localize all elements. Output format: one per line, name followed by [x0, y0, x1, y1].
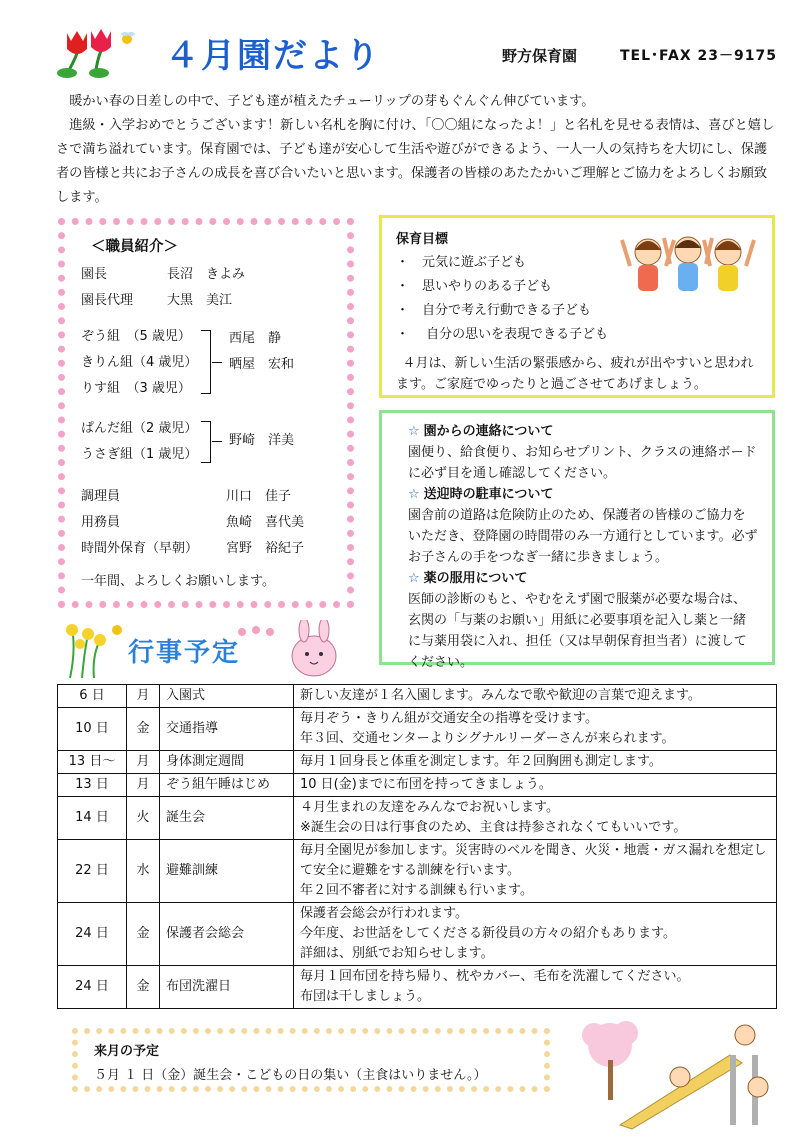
staff-row-director: [81, 262, 331, 288]
tulip-illustration: [55, 25, 145, 85]
staff-name: 長沼 きよみ: [167, 267, 246, 282]
tel-fax: TEL･FAX 23－9175: [620, 48, 777, 64]
event-date: 22 日: [58, 840, 127, 903]
event-description-line: 詳細は、別紙でお知らせします。: [300, 946, 494, 961]
event-weekday: 金: [127, 966, 160, 1009]
goals-heading: 保育目標: [396, 232, 449, 247]
notice-body: 医師の診断のもと、やむをえず園で服薬が必要な場合は、玄関の「与薬のお願い」用紙に必要事項を記入し薬と一緒に与薬用袋に入れ、担任（又は早朝保育担当者）に渡してください。: [408, 592, 747, 670]
event-name: 布団洗濯日: [160, 966, 294, 1009]
intro-paragraph-2: 進級・入学おめでとうございます！新しい名札を胸に付け、「〇〇組になったよ！」と名札を見せる表情は、喜びと嬉しさで満ち溢れています。保育園では、子ども達が安心して生活や遊びができるよう、一人一人の気持ちを大切にし、保護者の皆様と共にお子さんの成長を喜び合いたいと思います。保護者の皆様のあたたかいご理解とご協力をよろしくお願致します。: [56, 118, 775, 205]
goal-bullet: ・: [396, 303, 410, 318]
event-row: [58, 966, 777, 1009]
goal-bullet: ・: [396, 255, 410, 270]
event-description: [294, 751, 777, 774]
events-table: [57, 684, 777, 1009]
event-description-line: 年２回不審者に対する訓練も行います。: [300, 883, 533, 898]
event-date: 13 日: [58, 774, 127, 797]
star-icon: ☆: [408, 571, 420, 586]
class-label: ぱんだ組（2 歳児）: [81, 421, 198, 436]
event-name: ぞう組午睡はじめ: [160, 774, 294, 797]
children-illustration: [618, 230, 758, 300]
goal-item: ・ 自分で考え行動できる子ども: [396, 299, 758, 323]
event-description: [294, 797, 777, 840]
slide-illustration: [580, 1015, 780, 1130]
goal-item: ・ 元気に遊ぶ子ども: [396, 251, 758, 275]
event-date: 14 日: [58, 797, 127, 840]
event-weekday: 月: [127, 774, 160, 797]
next-month-box: [72, 1028, 550, 1092]
event-description-line: 10 日(金)までに布団を持ってきましょう。: [300, 777, 552, 792]
event-description-line: 毎月ぞう・きりん組が交通安全の指導を受けます。: [300, 711, 598, 726]
event-description-line: 毎月全園児が参加します。災害時のベルを聞き、火災・地震・ガス漏れを想定して安全に避難をする訓練を行います。: [300, 843, 767, 878]
event-row: [58, 685, 777, 708]
star-icon: ☆: [408, 487, 420, 502]
event-weekday: 火: [127, 797, 160, 840]
notice-heading: ☆ 園からの連絡について: [408, 424, 554, 439]
next-month-heading: 来月の予定: [94, 1044, 160, 1059]
staff-row: 時間外保育（早朝） 宮野 裕紀子: [81, 541, 305, 556]
class-group-1: [81, 324, 331, 406]
notice-body: 園舎前の道路は危険防止のため、保護者の皆様のご協力をいただき、登降園の時間帯のみ一方通行としています。必ずお子さんの手をつなぎ一緒に歩きましょう。: [408, 508, 758, 565]
class-label: ぞう組 （5 歳児）: [81, 329, 191, 344]
event-name: 交通指導: [160, 708, 294, 751]
event-description: [294, 903, 777, 966]
events-title: 行事予定: [128, 638, 241, 668]
notices-box: [379, 410, 775, 670]
event-description-line: 保護者会総会が行われます。: [300, 906, 468, 921]
kindergarten-name: 野方保育園: [502, 47, 578, 65]
staff-closing: 一年間、よろしくお願いします。: [81, 574, 275, 589]
staff-row-vice: [81, 288, 331, 314]
teacher-name: 西尾 静: [229, 331, 282, 346]
teacher-name: 野崎 洋美: [229, 433, 295, 448]
event-description: [294, 708, 777, 751]
teacher-name: 晒屋 宏和: [229, 357, 295, 372]
event-name: 入園式: [160, 685, 294, 708]
event-name: 誕生会: [160, 797, 294, 840]
event-description: [294, 774, 777, 797]
event-description-line: 布団は干しましょう。: [300, 989, 431, 1004]
event-date: 24 日: [58, 966, 127, 1009]
event-date: 13 日～: [58, 751, 127, 774]
bracket: [201, 330, 211, 394]
event-row: [58, 903, 777, 966]
event-weekday: 月: [127, 751, 160, 774]
page-title: ４月園だより: [165, 36, 381, 76]
notice-heading: ☆ 薬の服用について: [408, 571, 528, 586]
staff-role: 園長: [81, 267, 108, 282]
event-name: 保護者会総会: [160, 903, 294, 966]
event-row: [58, 840, 777, 903]
staff-name: 大黒 美江: [167, 293, 233, 308]
intro-text: [56, 90, 776, 210]
event-row: [58, 797, 777, 840]
staff-row: 調理員 川口 佳子: [81, 489, 292, 504]
event-description-line: 毎月１回身長と体重を測定します。年２回胸囲も測定します。: [300, 754, 662, 769]
staff-title: ＜職員紹介＞: [91, 239, 178, 255]
event-weekday: 金: [127, 708, 160, 751]
staff-row: 用務員 魚崎 喜代美: [81, 515, 305, 530]
intro-paragraph-1: 暖かい春の日差しの中で、子ども達が植えたチューリップの芽もぐんぐん伸びています。: [69, 94, 595, 109]
event-description-line: 新しい友達が１名入園します。みんなで歌や歓迎の言葉で迎えます。: [300, 688, 701, 703]
star-icon: ☆: [408, 424, 420, 439]
event-row: [58, 708, 777, 751]
event-description-line: 今年度、お世話をしてくださる新役員の方々の紹介もあります。: [300, 926, 676, 941]
event-description-line: 毎月１回布団を持ち帰り、枕やカバー、毛布を洗濯してください。: [300, 969, 690, 984]
event-name: 身体測定週間: [160, 751, 294, 774]
event-date: 10 日: [58, 708, 127, 751]
class-label: きりん組（4 歳児）: [81, 355, 198, 370]
event-row: [58, 774, 777, 797]
event-date: 6 日: [58, 685, 127, 708]
goals-note: ４月は、新しい生活の緊張感から、疲れが出やすいと思われます。ご家庭でゆったりと過ごさせてあげましょう。: [396, 356, 754, 392]
other-staff: [81, 484, 331, 562]
class-label: うさぎ組（1 歳児）: [81, 447, 198, 462]
bracket-tick: [212, 441, 222, 442]
next-month-body: ５月 １ 日（金）誕生会・こどもの日の集い（主食はいりません。）: [94, 1068, 487, 1083]
event-weekday: 金: [127, 903, 160, 966]
bracket-tick: [212, 362, 222, 363]
goal-bullet: ・: [396, 327, 410, 342]
goal-item: ・ 思いやりのある子ども: [396, 275, 758, 299]
class-group-2: [81, 416, 331, 472]
event-weekday: 水: [127, 840, 160, 903]
event-description: [294, 966, 777, 1009]
event-description: [294, 840, 777, 903]
event-description-line: ４月生まれの友達をみんなでお祝いします。: [300, 800, 559, 815]
event-description-line: 年３回、交通センターよりシグナルリーダーさんが来られます。: [300, 731, 675, 746]
goal-item: ・ 自分の思いを表現できる子ども: [396, 323, 758, 347]
event-name: 避難訓練: [160, 840, 294, 903]
bracket: [201, 421, 211, 463]
event-row: [58, 751, 777, 774]
notice-heading: ☆ 送迎時の駐車について: [408, 487, 554, 502]
class-label: りす組 （3 歳児）: [81, 381, 191, 396]
staff-introduction-box: [58, 218, 354, 608]
event-description-line: ※誕生会の日は行事食のため、主食は持参されなくてもいいです。: [300, 820, 687, 835]
event-weekday: 月: [127, 685, 160, 708]
goal-bullet: ・: [396, 279, 410, 294]
staff-role: 園長代理: [81, 293, 134, 308]
event-date: 24 日: [58, 903, 127, 966]
notice-body: 園便り、給食便り、お知らせプリント、クラスの連絡ボードに必ず目を通し確認してください。: [408, 445, 757, 481]
event-description: [294, 685, 777, 708]
childcare-goals-box: [379, 215, 775, 398]
